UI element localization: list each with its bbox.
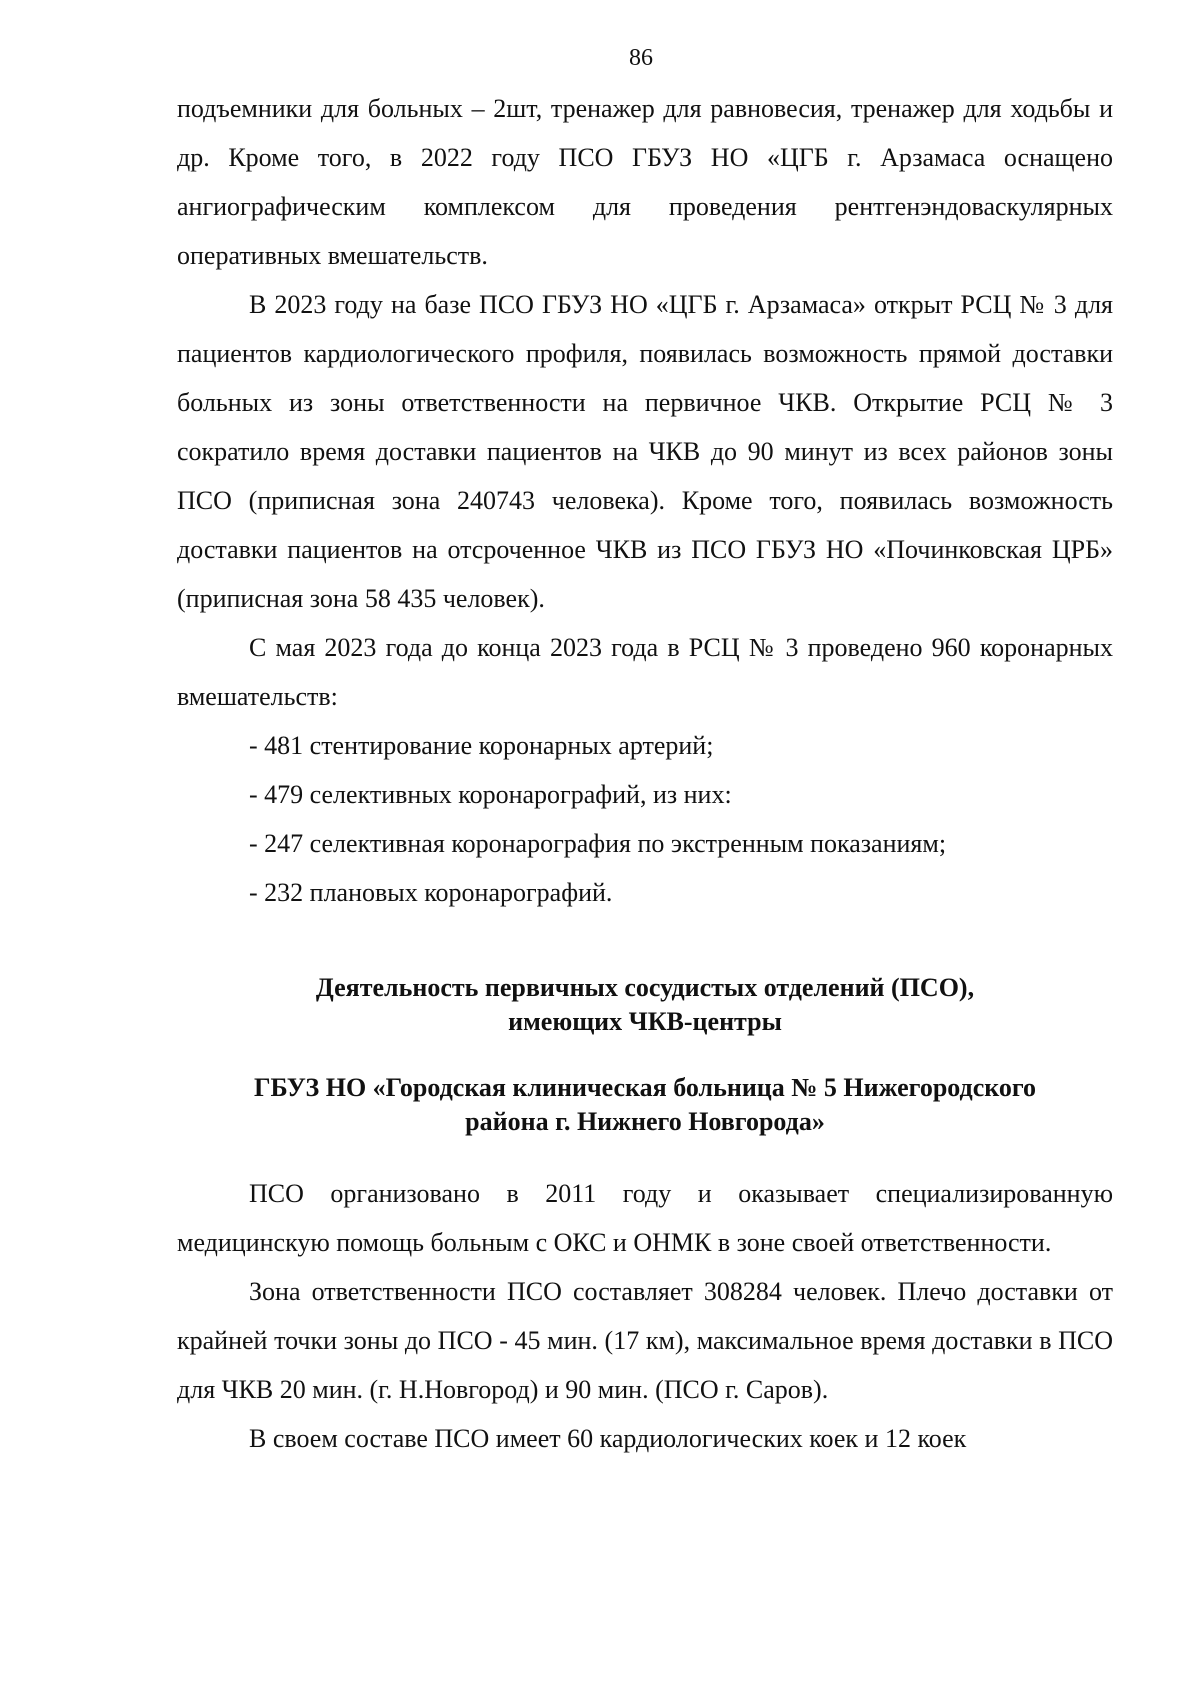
hospital-heading-line-2: района г. Нижнего Новгорода»: [465, 1107, 825, 1136]
list-item: - 232 плановых коронарографий.: [249, 878, 613, 907]
paragraph-pso-organization: ПСО организовано в 2011 году и оказывает специализированную медицинскую помощь больным с ОКС и ОНМК в зоне своей ответственности.: [177, 1179, 1113, 1257]
paragraph-responsibility-zone: Зона ответственности ПСО составляет 308284 человек. Плечо доставки от крайней точки зоны до ПСО - 45 мин. (17 км), максимальное время доставки в ПСО для ЧКВ 20 мин. (г. Н.Новгород) и 90 мин. (ПСО г. Саров).: [177, 1277, 1113, 1404]
paragraph-pso-beds: В своем составе ПСО имеет 60 кардиологических коек и 12 коек: [249, 1424, 967, 1453]
list-item: - 479 селективных коронарографий, из них:: [249, 780, 732, 809]
paragraph-interventions-summary: С мая 2023 года до конца 2023 года в РСЦ № 3 проведено 960 коронарных вмешательств:: [177, 633, 1113, 711]
paragraph-rsc-opening: В 2023 году на базе ПСО ГБУЗ НО «ЦГБ г. Арзамаса» открыт РСЦ № 3 для пациентов кардиологического профиля, появилась возможность прямой доставки больных из зоны ответственности на первичное ЧКВ. Открытие РСЦ № 3 сократило время доставки пациентов на ЧКВ до 90 минут из всех районов зоны ПСО (приписная зона 240743 человека). Кроме того, появилась возможность доставки пациентов на отсроченное ЧКВ из ПСО ГБУЗ НО «Починковская ЦРБ» (приписная зона 58 435 человек).: [177, 290, 1113, 613]
hospital-heading-line-1: ГБУЗ НО «Городская клиническая больница № 5 Нижегородского: [253, 1073, 1037, 1102]
interventions-list: [177, 721, 1113, 917]
paragraph-equipment: подъемники для больных – 2шт, тренажер для равновесия, тренажер для ходьбы и др. Кроме того, в 2022 году ПСО ГБУЗ НО «ЦГБ г. Арзамаса оснащено ангиографическим комплексом для проведения рентгенэндоваскулярных оперативных вмешательств.: [177, 94, 1113, 270]
section-heading-line-2: имеющих ЧКВ-центры: [508, 1007, 782, 1036]
list-item: - 481 стентирование коронарных артерий;: [249, 731, 714, 760]
section-heading: [177, 971, 1113, 1039]
hospital-heading: [177, 1071, 1113, 1139]
section-heading-line-1: Деятельность первичных сосудистых отделений (ПСО),: [315, 973, 975, 1002]
page-number: 86: [629, 45, 653, 71]
document-body: [177, 84, 1113, 1463]
list-item: - 247 селективная коронарография по экстренным показаниям;: [249, 829, 947, 858]
